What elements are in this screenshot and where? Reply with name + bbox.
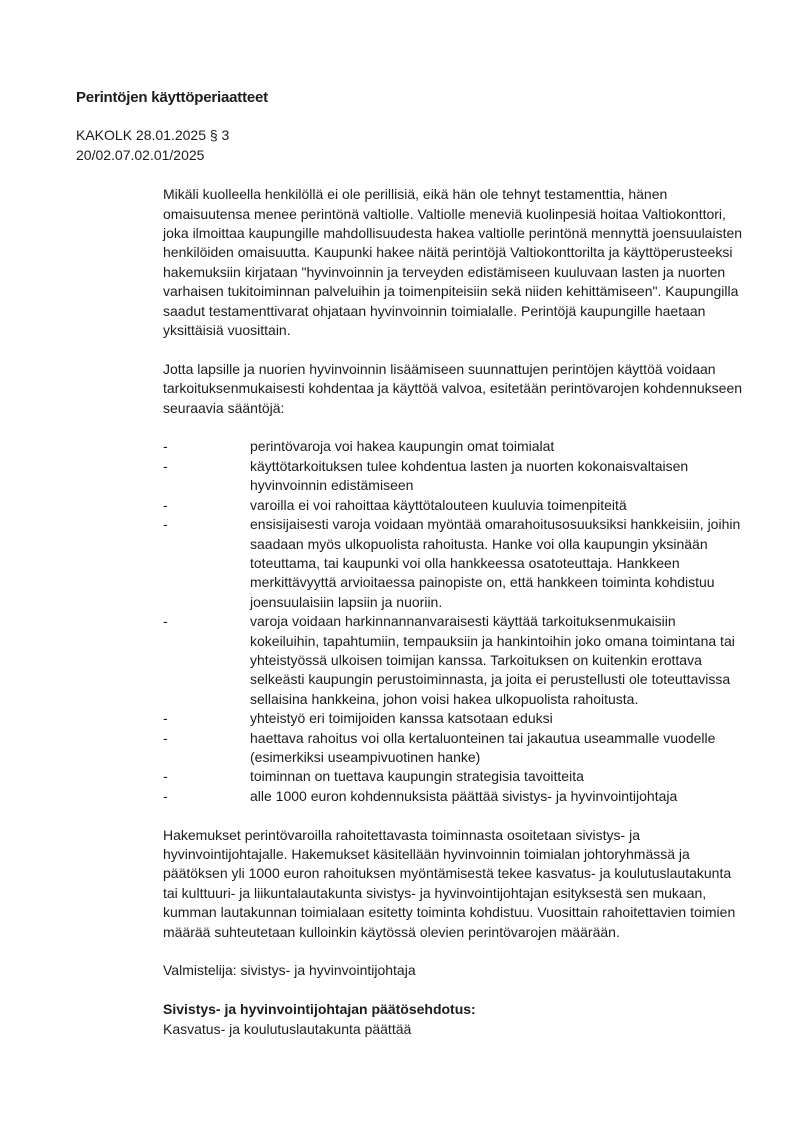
- document-title: Perintöjen käyttöperiaatteet: [76, 89, 268, 106]
- reference-line-case: KAKOLK 28.01.2025 § 3: [76, 127, 230, 144]
- list-item-text: varoja voidaan harkinnannanvaraisesti käyttää tarkoituksenmukaisiin kokeiluihin, tapahtumiin, tempauksiin ja hankintoihin joko omana toimintana tai yhteistyössä ulkoisen toimijan kanssa. Tarkoituksen on kuitenkin erottava selkeästi kaupungin perustoiminnasta, ja joita ei perustellusti ole toteuttavissa sellaisina hankkeina, johon voisi hakea ulkopuolista rahoitusta.: [250, 613, 735, 707]
- list-item: [163, 496, 743, 515]
- list-item-text: varoilla ei voi rahoittaa käyttötalouteen kuuluvia toimenpiteitä: [250, 496, 627, 513]
- list-item: [163, 437, 743, 456]
- bullet-dash: -: [163, 438, 168, 455]
- rules-list: [163, 437, 743, 806]
- list-item: [163, 612, 743, 709]
- list-item: [163, 729, 743, 768]
- bullet-dash: -: [163, 613, 168, 630]
- document-body: [163, 185, 743, 1039]
- paragraph-inheritance-intro: Mikäli kuolleella henkilöllä ei ole perillisiä, eikä hän ole tehnyt testamenttia, hänen omaisuutensa menee perintönä valtiolle. Valtiolle meneviä kuolinpesiä hoitaa Valtiokonttori, joka ilmoittaa kaupungille mahdollisuudesta hakea valtiolle perintönä mennyttä joensuulaisten henkilöiden omaisuutta. Kaupunki hakee näitä perintöjä Valtiokonttorilta ja käyttöperusteeksi hakemuksiin kirjataan "hyvinvoinnin ja terveyden edistämiseen kuuluvaan lasten ja nuorten varhaisen tukitoiminnan palveluihin ja toimenpiteisiin sekä niiden kehittämiseen". Kaupungilla saadut testamenttivarat ohjataan hyvinvoinnin toimialalle. Perintöjä kaupungille haetaan yksittäisiä vuosittain.: [163, 186, 743, 339]
- preparer-line: Valmistelija: sivistys- ja hyvinvointijohtaja: [163, 962, 416, 979]
- list-item-text: ensisijaisesti varoja voidaan myöntää omarahoitusosuuksiksi hankkeisiin, joihin saadaan myös ulkopuolista rahoitusta. Hanke voi olla kaupungin yksinään toteuttama, tai kaupunki voi olla hankkeessa osatoteuttaja. Hankkeen merkittävyyttä arvioitaessa painopiste on, että hankkeen toiminta kohdistuu joensuulaisiin lapsiin ja nuoriin.: [250, 516, 741, 610]
- bullet-dash: -: [163, 457, 168, 474]
- list-item: [163, 767, 743, 786]
- bullet-dash: -: [163, 516, 168, 533]
- list-item-text: alle 1000 euron kohdennuksista päättää sivistys- ja hyvinvointijohtaja: [250, 787, 678, 804]
- list-item-text: toiminnan on tuettava kaupungin strategisia tavoitteita: [250, 768, 584, 785]
- bullet-dash: -: [163, 768, 168, 785]
- list-item: [163, 457, 743, 496]
- list-item-text: yhteistyö eri toimijoiden kanssa katsotaan eduksi: [250, 710, 553, 727]
- reference-line-diary-number: 20/02.07.02.01/2025: [76, 146, 205, 163]
- list-item: [163, 709, 743, 728]
- decision-proposal-body: Kasvatus- ja koulutuslautakunta päättää: [163, 1020, 412, 1037]
- list-item: [163, 515, 743, 612]
- paragraph-rules-intro: Jotta lapsille ja nuorien hyvinvoinnin lisäämiseen suunnattujen perintöjen käyttöä voidaan tarkoituksenmukaisesti kohdentaa ja käyttöä valvoa, esitetään perintövarojen kohdennukseen seuraavia sääntöjä:: [163, 360, 743, 416]
- list-item-text: käyttötarkoituksen tulee kohdentua lasten ja nuorten kokonaisvaltaisen hyvinvoinnin edistämiseen: [250, 457, 689, 494]
- list-item-text: perintövaroja voi hakea kaupungin omat toimialat: [250, 438, 555, 455]
- bullet-dash: -: [163, 496, 168, 513]
- bullet-dash: -: [163, 787, 168, 804]
- bullet-dash: -: [163, 710, 168, 727]
- list-item-text: haettava rahoitus voi olla kertaluonteinen tai jakautua useammalle vuodelle (esimerkiksi useampivuotinen hanke): [250, 729, 716, 765]
- paragraph-application-process: Hakemukset perintövaroilla rahoitettavasta toiminnasta osoitetaan sivistys- ja hyvinvointijohtajalle. Hakemukset käsitellään hyvinvoinnin toimialan johtoryhmässä ja päätöksen yli 1000 euron rahoituksen myöntämisestä tekee kasvatus- ja koulutuslautakunta tai kulttuuri- ja liikuntalautakunta sivistys- ja hyvinvointijohtajan esityksestä sen mukaan, kumman lautakunnan toimialaan esitetty toiminta kohdistuu. Vuosittain rahoitettavien toimien määrää suhteutetaan kulloinkin käytössä olevien perintövarojen määrään.: [163, 826, 736, 940]
- decision-proposal-heading: Sivistys- ja hyvinvointijohtajan päätösehdotus:: [163, 1001, 476, 1018]
- bullet-dash: -: [163, 729, 168, 746]
- reference-block: [76, 126, 743, 165]
- list-item: [163, 787, 743, 806]
